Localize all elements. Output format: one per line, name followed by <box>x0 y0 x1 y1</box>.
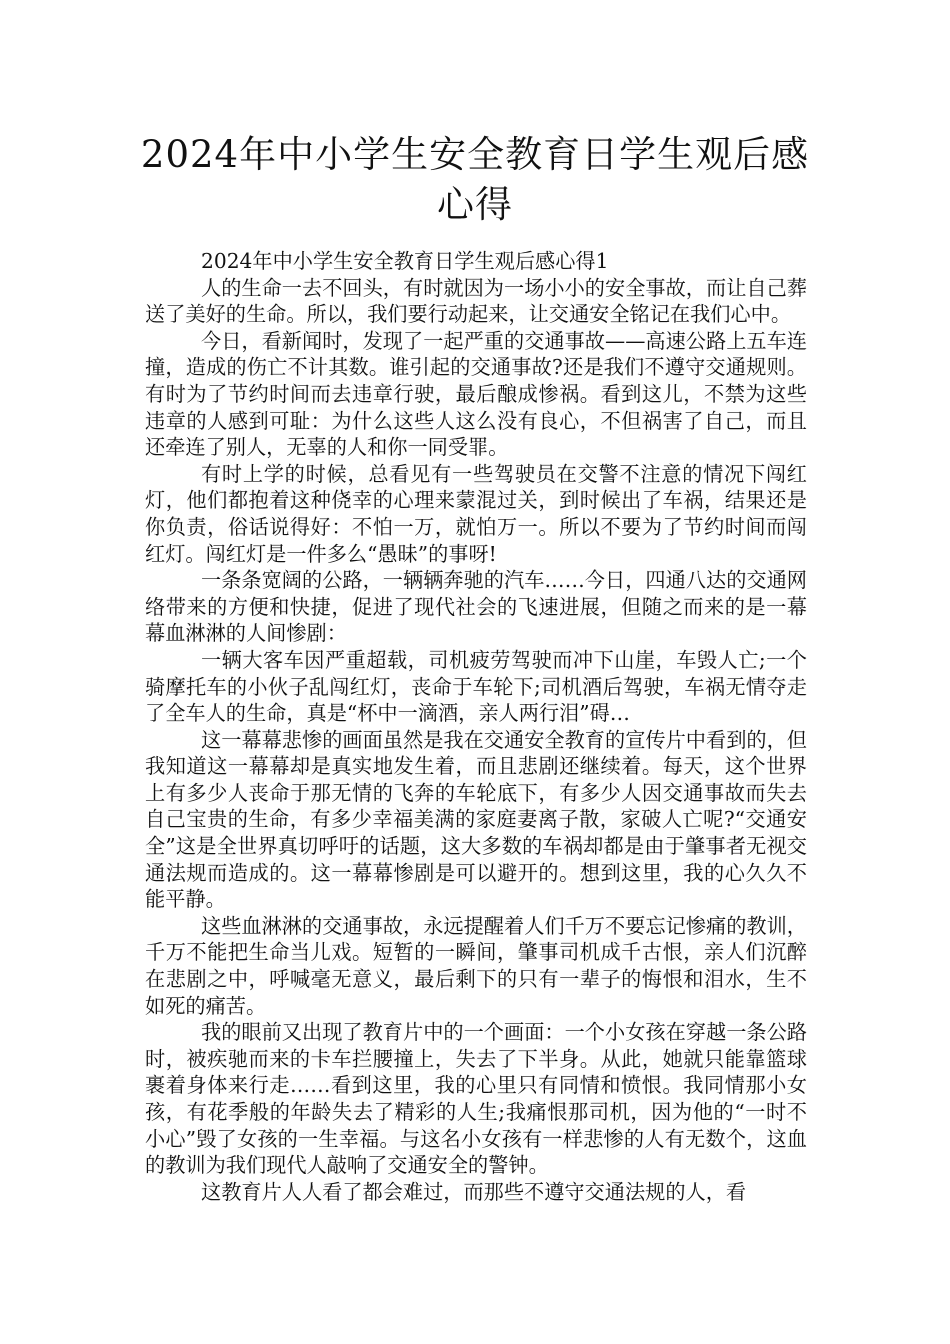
document-body <box>145 248 807 1205</box>
body-paragraph-3: 有时上学的时候，总看见有一些驾驶员在交警不注意的情况下闯红灯，他们都抱着这种侥幸的心理来蒙混过关，到时候出了车祸，结果还是你负责，俗话说得好：不怕一万，就怕万一。所以不要为了节约时间而闯红灯。闯红灯是一件多么“愚昧”的事呀! <box>145 461 807 566</box>
body-paragraph-9: 这教育片人人看了都会难过，而那些不遵守交通法规的人，看 <box>201 1179 747 1204</box>
body-paragraph-1: 人的生命一去不回头，有时就因为一场小小的安全事故，而让自己葬送了美好的生命。所以，我们要行动起来，让交通安全铭记在我们心中。 <box>145 275 807 327</box>
body-paragraph-7: 这些血淋淋的交通事故，永远提醒着人们千万不要忘记惨痛的教训，千万不能把生命当儿戏。短暂的一瞬间，肇事司机成千古恨，亲人们沉醉在悲剧之中，呼喊毫无意义，最后剩下的只有一辈子的悔恨和泪水，生不如死的痛苦。 <box>145 913 807 1018</box>
body-paragraph-4: 一条条宽阔的公路，一辆辆奔驰的汽车……今日，四通八达的交通网络带来的方便和快捷，促进了现代社会的飞速进展，但随之而来的是一幕幕血淋淋的人间惨剧： <box>145 568 807 646</box>
body-paragraph-8: 我的眼前又出现了教育片中的一个画面：一个小女孩在穿越一条公路时，被疾驰而来的卡车拦腰撞上，失去了下半身。从此，她就只能靠篮球裹着身体来行走……看到这里，我的心里只有同情和愤恨。我同情那小女孩，有花季般的年龄失去了精彩的人生;我痛恨那司机，因为他的“一时不小心”毁了女孩的一生幸福。与这名小女孩有一样悲惨的人有无数个，这血的教训为我们现代人敲响了交通安全的警钟。 <box>145 1020 807 1178</box>
body-paragraph-2: 今日，看新闻时，发现了一起严重的交通事故——高速公路上五车连撞，造成的伤亡不计其数。谁引起的交通事故?还是我们不遵守交通规则。有时为了节约时间而去违章行驶，最后酿成惨祸。看到这儿，不禁为这些违章的人感到可耻：为什么这些人这么没有良心，不但祸害了自己，而且还牵连了别人，无辜的人和你一同受罪。 <box>145 328 807 460</box>
body-paragraph-5: 一辆大客车因严重超载，司机疲劳驾驶而冲下山崖，车毁人亡;一个骑摩托车的小伙子乱闯红灯，丧命于车轮下;司机酒后驾驶，车祸无情夺走了全车人的生命，真是“杯中一滴酒，亲人两行泪”碍… <box>145 647 807 726</box>
section-subheading: 2024年中小学生安全教育日学生观后感心得1 <box>201 249 609 273</box>
document-title: 2024年中小学生安全教育日学生观后感心得 <box>140 133 810 226</box>
body-paragraph-6: 这一幕幕悲惨的画面虽然是我在交通安全教育的宣传片中看到的，但我知道这一幕幕却是真实地发生着，而且悲剧还继续着。每天，这个世界上有多少人丧命于那无情的飞奔的车轮底下，有多少人因交通事故而失去自己宝贵的生命，有多少幸福美满的家庭妻离子散，家破人亡呢?“交通安全”这是全世界真切呼吁的话题，这大多数的车祸却都是由于肇事者无视交通法规而造成的。这一幕幕惨剧是可以避开的。想到这里，我的心久久不能平静。 <box>145 727 807 912</box>
